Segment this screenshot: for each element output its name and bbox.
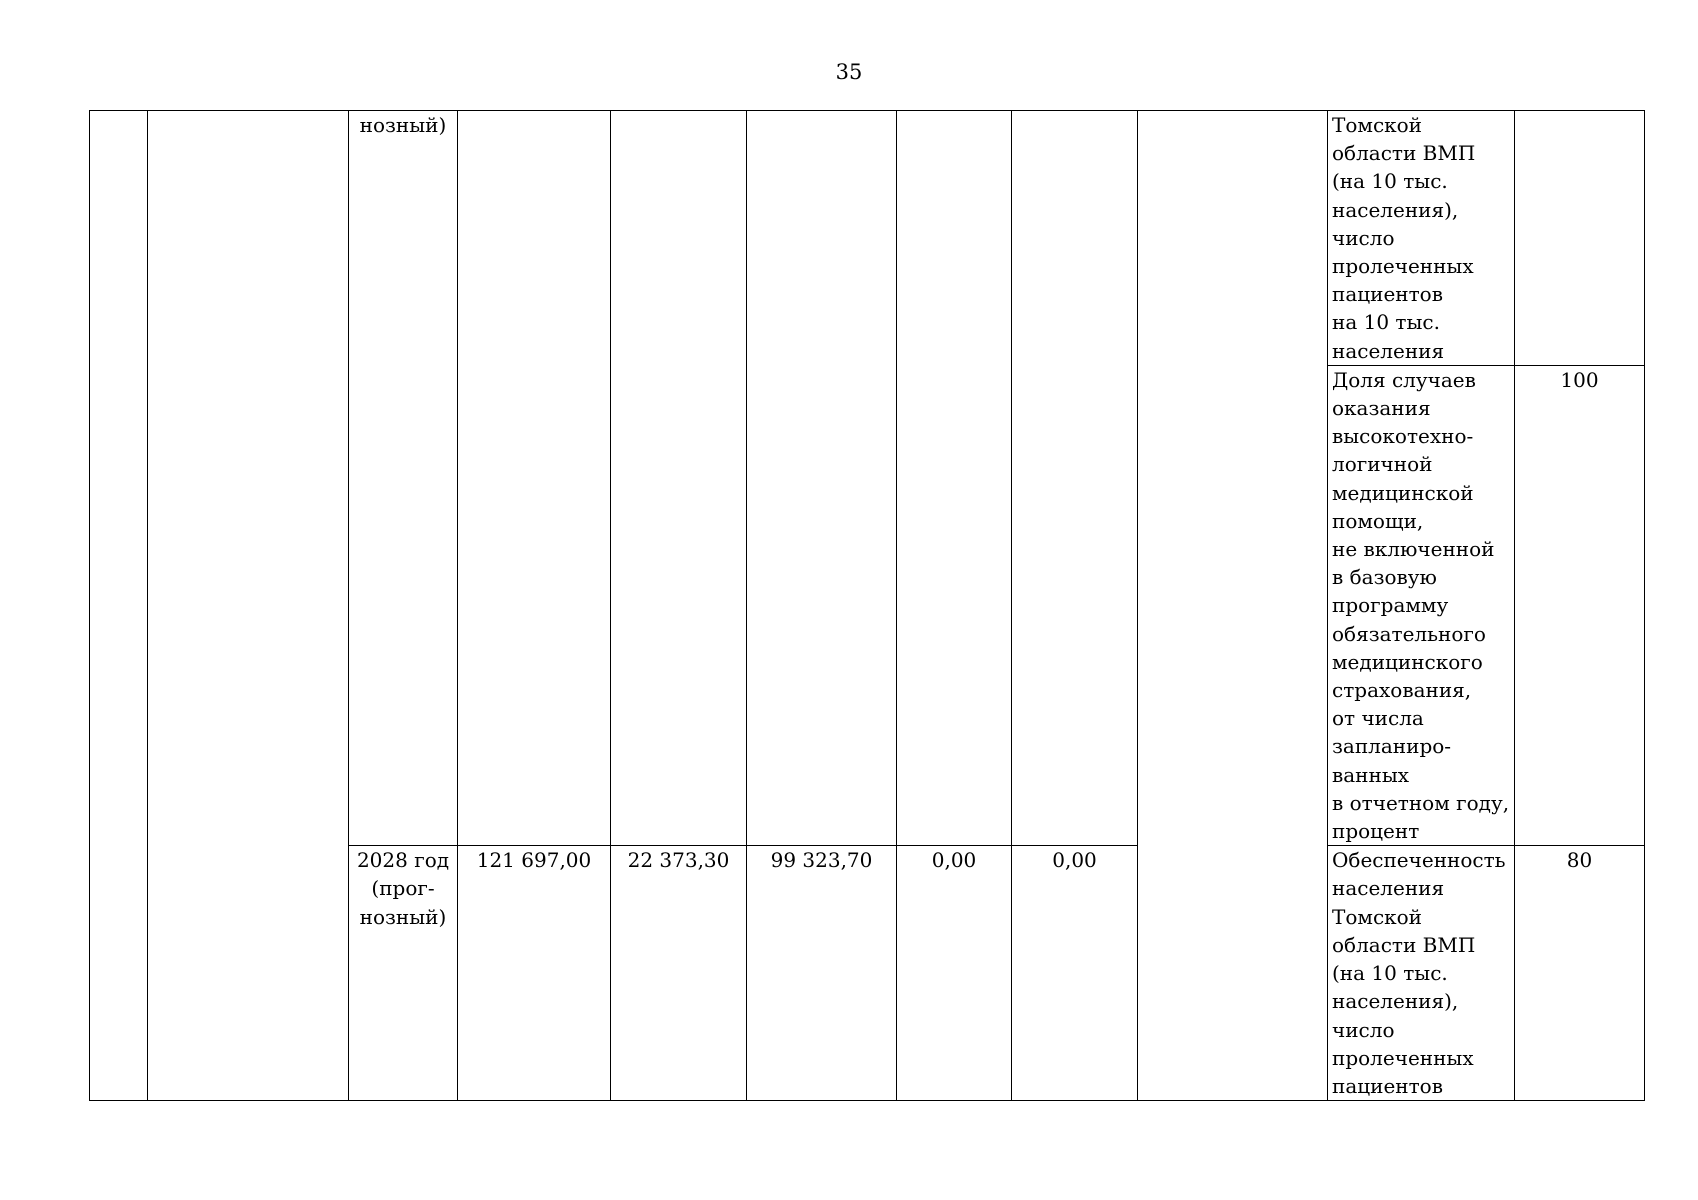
indicator-value-cell <box>1515 846 1645 1101</box>
executor-cell <box>1138 111 1328 1101</box>
total-cell <box>458 111 611 846</box>
total-cell <box>458 846 611 1101</box>
indicator-text: Доля случаев оказания высокотехно- логичной медицинской помощи, не включенной в базовую программу обязательного медицинского страхования, от числа запланиро- ванных в отчетном году, процент <box>1332 367 1510 844</box>
year-cell <box>349 111 458 846</box>
table-row <box>90 111 1645 366</box>
federal-budget-cell <box>611 846 747 1101</box>
indicator-value: 100 <box>1560 367 1599 392</box>
year-label: 2028 год (прог- нозный) <box>356 848 450 929</box>
measure-name-cell <box>148 111 349 1101</box>
indicator-text: Томской области ВМП (на 10 тыс. населения), число пролеченных пациентов на 10 тыс. населения <box>1332 113 1476 363</box>
regional-budget-cell <box>747 111 897 846</box>
program-table <box>89 110 1645 1101</box>
total-value: 121 697,00 <box>476 848 592 873</box>
year-label: нозный) <box>359 113 447 137</box>
federal-budget-cell <box>611 111 747 846</box>
regional-budget-value: 99 323,70 <box>770 848 873 873</box>
other-sources-cell <box>1012 846 1138 1101</box>
year-cell <box>349 846 458 1101</box>
regional-budget-cell <box>747 846 897 1101</box>
indicator-value-cell <box>1515 365 1645 845</box>
page-number: 35 <box>835 60 863 84</box>
other-sources-cell <box>1012 111 1138 846</box>
indicator-value-cell <box>1515 111 1645 366</box>
number-cell <box>90 111 148 1101</box>
local-budget-value: 0,00 <box>931 848 977 873</box>
federal-budget-value: 22 373,30 <box>627 848 730 873</box>
indicator-cell <box>1328 846 1515 1101</box>
local-budget-cell <box>897 111 1012 846</box>
local-budget-cell <box>897 846 1012 1101</box>
indicator-cell <box>1328 365 1515 845</box>
indicator-text: Обеспеченность населения Томской области ВМП (на 10 тыс. населения), число пролеченных пациентов <box>1332 848 1506 1098</box>
other-sources-value: 0,00 <box>1052 848 1097 873</box>
indicator-cell <box>1328 111 1515 366</box>
indicator-value: 80 <box>1566 848 1593 873</box>
